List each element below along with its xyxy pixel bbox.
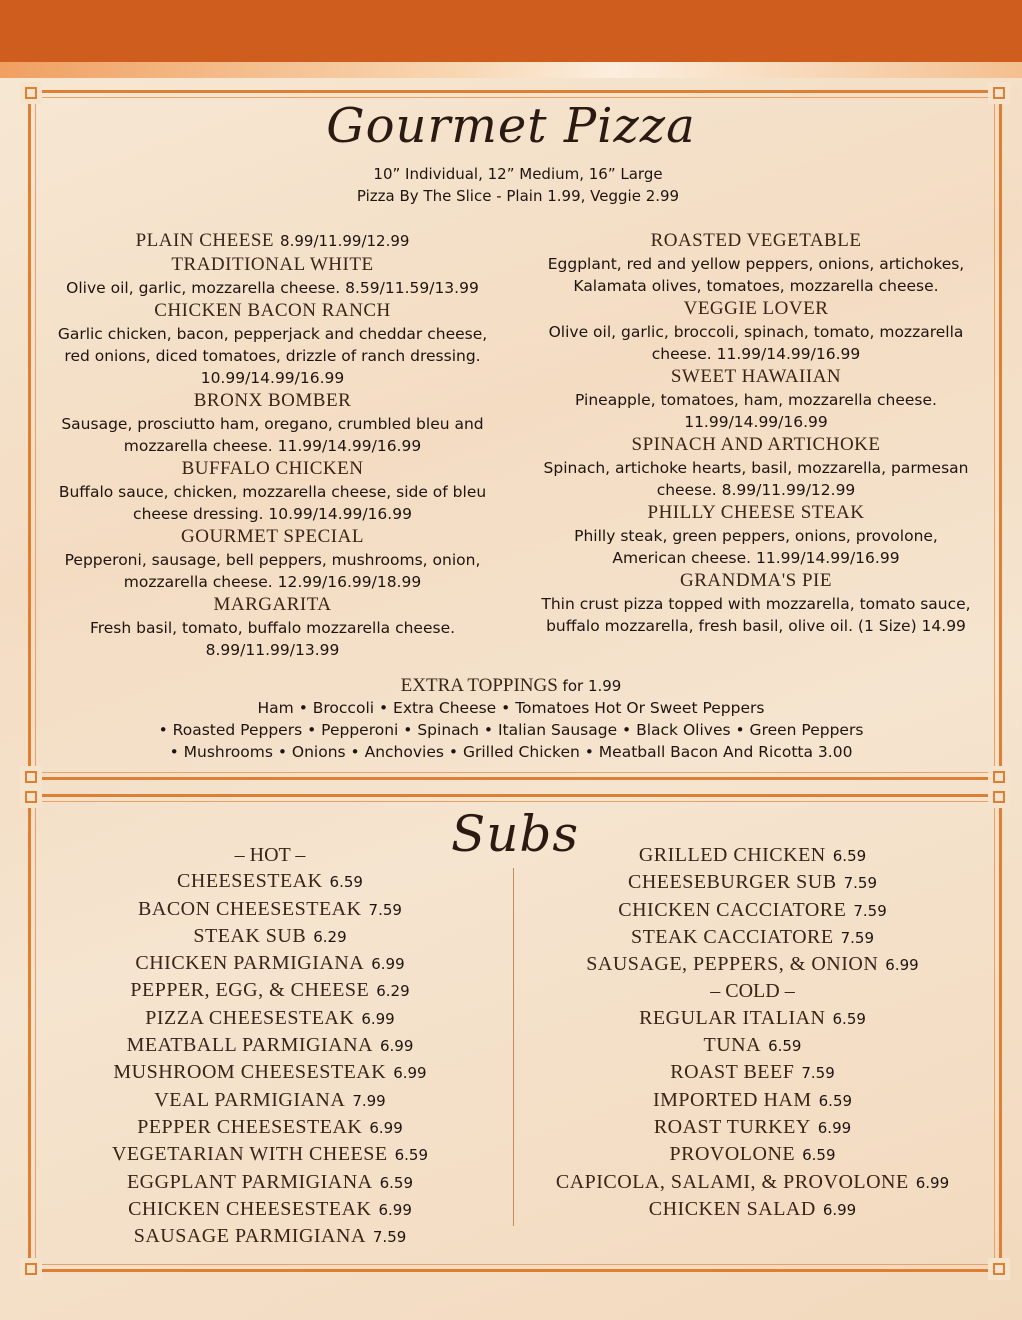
sub-item-price: 6.59 <box>832 847 867 865</box>
sub-item-price: 7.59 <box>853 901 887 920</box>
sub-item: STEAK CACCIATORE 7.59 <box>630 925 875 948</box>
sub-item-price: 6.99 <box>885 956 919 975</box>
sub-item-price: 7.59 <box>843 874 877 893</box>
pizza-item-description: Thin crust pizza topped with mozzarella, tomato sauce, <box>541 595 971 613</box>
pizza-list-left <box>40 229 505 661</box>
sub-item: CHICKEN CHEESESTEAK 6.99 <box>128 1197 412 1220</box>
sub-item: PEPPER, EGG, & CHEESE 6.29 <box>130 979 410 1002</box>
extra-toppings-header: EXTRA TOPPINGS for 1.99 <box>400 675 622 696</box>
sub-item: SAUSAGE, PEPPERS, & ONION 6.99 <box>586 953 919 976</box>
pizza-item-name: GRANDMA'S PIE <box>680 570 832 591</box>
sub-item-price: 7.59 <box>368 900 402 919</box>
pizza-item-description: American cheese. 11.99/14.99/16.99 <box>612 549 900 567</box>
sub-item-price: 7.59 <box>840 928 875 947</box>
sub-item: CHICKEN SALAD 6.99 <box>648 1197 857 1220</box>
header-bar <box>0 0 1022 62</box>
toppings-line: • Roasted Peppers • Pepperoni • Spinach • Italian Sausage • Black Olives • Green Peppers <box>158 721 864 739</box>
sub-item: TUNA 6.59 <box>703 1034 802 1057</box>
pizza-item-name: GOURMET SPECIAL <box>181 526 364 547</box>
pizza-item-description: Olive oil, garlic, mozzarella cheese. 8.59/11.59/13.99 <box>66 279 479 297</box>
sub-item: CHEESESTEAK 6.59 <box>177 870 363 893</box>
pizza-item-name: CHICKEN BACON RANCH <box>154 300 391 321</box>
sub-item: GRILLED CHICKEN 6.59 <box>638 844 867 866</box>
pizza-title: Gourmet Pizza <box>326 98 696 154</box>
sub-item: ROAST TURKEY 6.99 <box>653 1115 852 1138</box>
sub-item-price: 6.99 <box>371 955 405 974</box>
sub-item-price: 6.99 <box>915 1173 950 1192</box>
sub-item-price: 6.59 <box>379 1173 414 1192</box>
sub-item: CHICKEN CACCIATORE 7.59 <box>618 898 887 921</box>
pizza-item-name: PLAIN CHEESE 8.99/11.99/12.99 <box>135 230 410 251</box>
pizza-item-description: Buffalo sauce, chicken, mozzarella cheese, side of bleu <box>58 483 487 501</box>
sub-item: EGGPLANT PARMIGIANA 6.59 <box>126 1170 414 1193</box>
sub-item-price: 6.99 <box>393 1064 427 1083</box>
sub-item-price: 6.59 <box>394 1146 429 1165</box>
pizza-item-description: 8.99/11.99/13.99 <box>205 641 340 659</box>
sub-item: ROAST BEEF 7.59 <box>670 1061 835 1084</box>
pizza-item-description: buffalo mozzarella, fresh basil, olive oil. (1 Size) 14.99 <box>546 617 966 635</box>
sub-item-price: 6.99 <box>817 1118 852 1137</box>
pizza-item-description: red onions, diced tomatoes, drizzle of ranch dressing. <box>64 347 481 365</box>
sub-item: CAPICOLA, SALAMI, & PROVOLONE 6.99 <box>555 1170 950 1193</box>
pizza-item-description: mozzarella cheese. 11.99/14.99/16.99 <box>123 437 422 455</box>
sub-item-price: 6.99 <box>379 1037 414 1056</box>
sub-item-price: 7.59 <box>801 1064 835 1083</box>
toppings-line: Ham • Broccoli • Extra Cheese • Tomatoes Hot Or Sweet Peppers <box>257 699 765 717</box>
pizza-item-description: Kalamata olives, tomatoes, mozzarella cheese. <box>573 277 939 295</box>
extra-toppings <box>40 675 982 763</box>
sub-item: CHICKEN PARMIGIANA 6.99 <box>135 952 405 975</box>
pizza-item-description: Eggplant, red and yellow peppers, onions, artichokes, <box>547 255 965 273</box>
pizza-item-name: BRONX BOMBER <box>193 390 352 411</box>
pizza-item-description: Garlic chicken, bacon, pepperjack and cheddar cheese, <box>57 325 488 343</box>
pizza-item-description: Philly steak, green peppers, onions, provolone, <box>574 527 938 545</box>
pizza-item-name: BUFFALO CHICKEN <box>181 458 364 479</box>
sub-item: IMPORTED HAM 6.59 <box>652 1088 853 1111</box>
pizza-list-right <box>525 229 987 637</box>
pizza-item-description: 11.99/14.99/16.99 <box>684 413 828 431</box>
sub-item-price: 6.99 <box>361 1009 395 1028</box>
subs-list-right <box>520 842 985 1223</box>
sub-item: MEATBALL PARMIGIANA 6.99 <box>126 1034 414 1057</box>
pizza-item-name: SPINACH AND ARTICHOKE <box>631 434 881 455</box>
pizza-item-description: Sausage, prosciutto ham, oregano, crumbled bleu and <box>61 415 484 433</box>
pizza-item-name: TRADITIONAL WHITE <box>171 254 374 275</box>
column-divider <box>513 868 514 1226</box>
pizza-item-name: VEGGIE LOVER <box>683 298 829 319</box>
header-stripe <box>0 62 1022 78</box>
sub-item-price: 6.59 <box>329 873 363 892</box>
pizza-item-description: 10.99/14.99/16.99 <box>200 369 345 387</box>
sub-item-price: 7.59 <box>372 1228 407 1247</box>
pizza-item-description: mozzarella cheese. 12.99/16.99/18.99 <box>123 573 422 591</box>
pizza-sizes: 10” Individual, 12” Medium, 16” Large <box>373 165 663 183</box>
pizza-item-description: Spinach, artichoke hearts, basil, mozzarella, parmesan <box>543 459 969 477</box>
cold-header: – COLD – <box>710 980 795 1003</box>
sub-item: VEAL PARMIGIANA 7.99 <box>154 1088 386 1111</box>
pizza-item-name: ROASTED VEGETABLE <box>650 230 862 251</box>
pizza-item-description: Fresh basil, tomato, buffalo mozzarella cheese. <box>89 619 456 637</box>
sub-item: CHEESEBURGER SUB 7.59 <box>628 871 877 894</box>
pizza-item-description: Pineapple, tomatoes, ham, mozzarella cheese. <box>575 391 937 409</box>
sub-item-price: 6.99 <box>378 1200 412 1219</box>
subs-list-left <box>40 842 500 1250</box>
sub-item: MUSHROOM CHEESESTEAK 6.99 <box>113 1061 427 1084</box>
sub-item-price: 6.59 <box>818 1091 853 1110</box>
pizza-item-description: Olive oil, garlic, broccoli, spinach, tomato, mozzarella <box>548 323 964 341</box>
pizza-item-name: MARGARITA <box>213 594 332 615</box>
sub-item-price: 6.99 <box>822 1200 857 1219</box>
sub-item: VEGETARIAN WITH CHEESE 6.59 <box>111 1143 429 1166</box>
toppings-line: • Mushrooms • Onions • Anchovies • Grilled Chicken • Meatball Bacon And Ricotta 3.00 <box>169 743 853 761</box>
pizza-item-description: Pepperoni, sausage, bell peppers, mushrooms, onion, <box>64 551 481 569</box>
subs-title: Subs <box>450 805 580 863</box>
sub-item-price: 6.99 <box>369 1118 403 1137</box>
sub-item-price: 6.29 <box>376 982 410 1001</box>
sub-item: SAUSAGE PARMIGIANA 7.59 <box>133 1225 407 1248</box>
sub-item-price: 6.59 <box>802 1146 836 1165</box>
sub-item: PROVOLONE 6.59 <box>669 1143 836 1166</box>
sub-item: PEPPER CHEESESTEAK 6.99 <box>137 1115 403 1138</box>
pizza-item-description: cheese dressing. 10.99/14.99/16.99 <box>133 505 412 523</box>
sub-item: PIZZA CHEESESTEAK 6.99 <box>145 1006 395 1029</box>
pizza-item-name: PHILLY CHEESE STEAK <box>647 502 865 523</box>
pizza-item-description: cheese. 8.99/11.99/12.99 <box>656 481 856 499</box>
sub-item-price: 6.59 <box>768 1037 802 1056</box>
pizza-item-description: cheese. 11.99/14.99/16.99 <box>651 345 861 363</box>
sub-item: STEAK SUB 6.29 <box>193 924 347 947</box>
pizza-item-price: 8.99/11.99/12.99 <box>280 232 410 250</box>
sub-item-price: 6.29 <box>313 927 347 946</box>
sub-item: REGULAR ITALIAN 6.59 <box>639 1006 866 1029</box>
pizza-slice-prices: Pizza By The Slice - Plain 1.99, Veggie 2.99 <box>356 187 680 205</box>
sub-item: BACON CHEESESTEAK 7.59 <box>138 897 402 920</box>
pizza-item-name: SWEET HAWAIIAN <box>670 366 842 387</box>
hot-header: – HOT – <box>234 844 306 866</box>
sub-item-price: 7.99 <box>352 1091 386 1110</box>
sub-item-price: 6.59 <box>832 1009 866 1028</box>
